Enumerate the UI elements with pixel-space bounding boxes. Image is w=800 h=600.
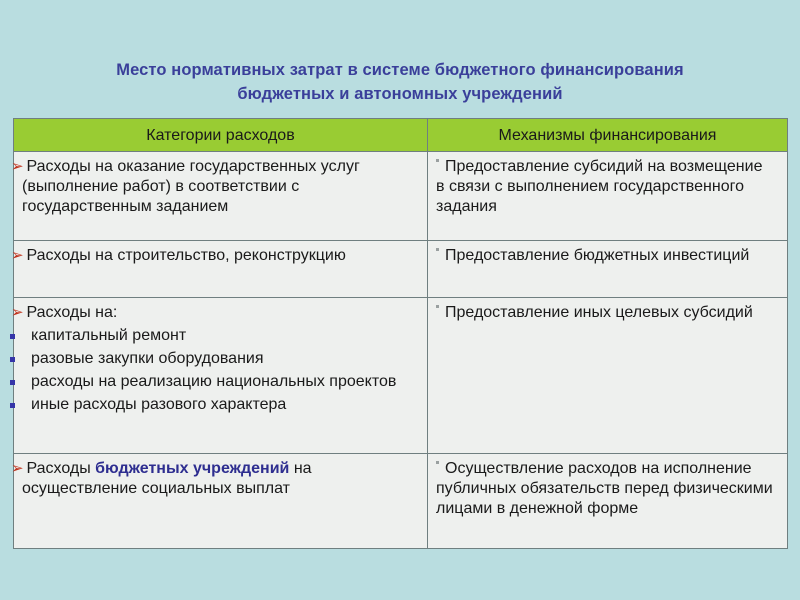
category-highlight: бюджетных учреждений (95, 460, 290, 477)
arrow-bullet-icon: ➢ (11, 158, 24, 175)
list-item: разовые закупки оборудования (22, 349, 419, 369)
category-cell (11, 298, 428, 454)
title-line-1: Место нормативных затрат в системе бюджетного финансирования (116, 61, 684, 79)
list-item: капитальный ремонт (22, 326, 419, 346)
table-row (14, 454, 788, 549)
dot-bullet-icon (436, 248, 439, 251)
category-text: Расходы на строительство, реконструкцию (26, 247, 346, 264)
category-text: Расходы на: (26, 304, 118, 321)
arrow-bullet-icon: ➢ (11, 304, 24, 321)
mechanism-text: Осуществление расходов на исполнение публичных обязательств перед физическими лицами в денежной форме (436, 460, 773, 517)
header-categories: Категории расходов (14, 119, 428, 152)
table-row (14, 241, 788, 298)
header-mechanisms: Механизмы финансирования (428, 119, 788, 152)
category-cell (11, 152, 428, 241)
mechanism-cell (428, 241, 788, 298)
mechanism-text: Предоставление иных целевых субсидий (445, 304, 753, 321)
table-row (14, 298, 788, 454)
category-suffix: на осуществление социальных выплат (22, 460, 312, 497)
mechanism-cell (428, 454, 788, 549)
mechanism-text-line-1: Предоставление субсидий на возмещение (445, 158, 763, 175)
dot-bullet-icon (436, 461, 439, 464)
table-header-row (14, 119, 788, 152)
arrow-bullet-icon: ➢ (11, 460, 24, 477)
list-item: иные расходы разового характера (22, 395, 419, 415)
square-bullet-icon (10, 380, 15, 385)
square-bullet-icon (10, 357, 15, 362)
dot-bullet-icon (436, 159, 439, 162)
dot-bullet-icon (436, 305, 439, 308)
slide-title (0, 58, 800, 106)
financing-table (13, 118, 788, 549)
mechanism-cell (428, 152, 788, 241)
category-text: Расходы на оказание государственных услуг (выполнение работ) в соответствии с государственным заданием (22, 158, 360, 215)
category-cell (11, 454, 428, 549)
square-bullet-icon (10, 403, 15, 408)
mechanism-cell (428, 298, 788, 454)
table-row (14, 152, 788, 241)
category-cell (11, 241, 428, 298)
arrow-bullet-icon: ➢ (11, 247, 24, 264)
title-line-2: бюджетных и автономных учреждений (237, 85, 563, 103)
mechanism-text: Предоставление бюджетных инвестиций (445, 247, 750, 264)
mechanism-text-line-2: в связи с выполнением государственного задания (436, 178, 744, 215)
square-bullet-icon (10, 334, 15, 339)
category-prefix: Расходы (26, 460, 91, 477)
list-item: расходы на реализацию национальных проектов (22, 372, 419, 392)
